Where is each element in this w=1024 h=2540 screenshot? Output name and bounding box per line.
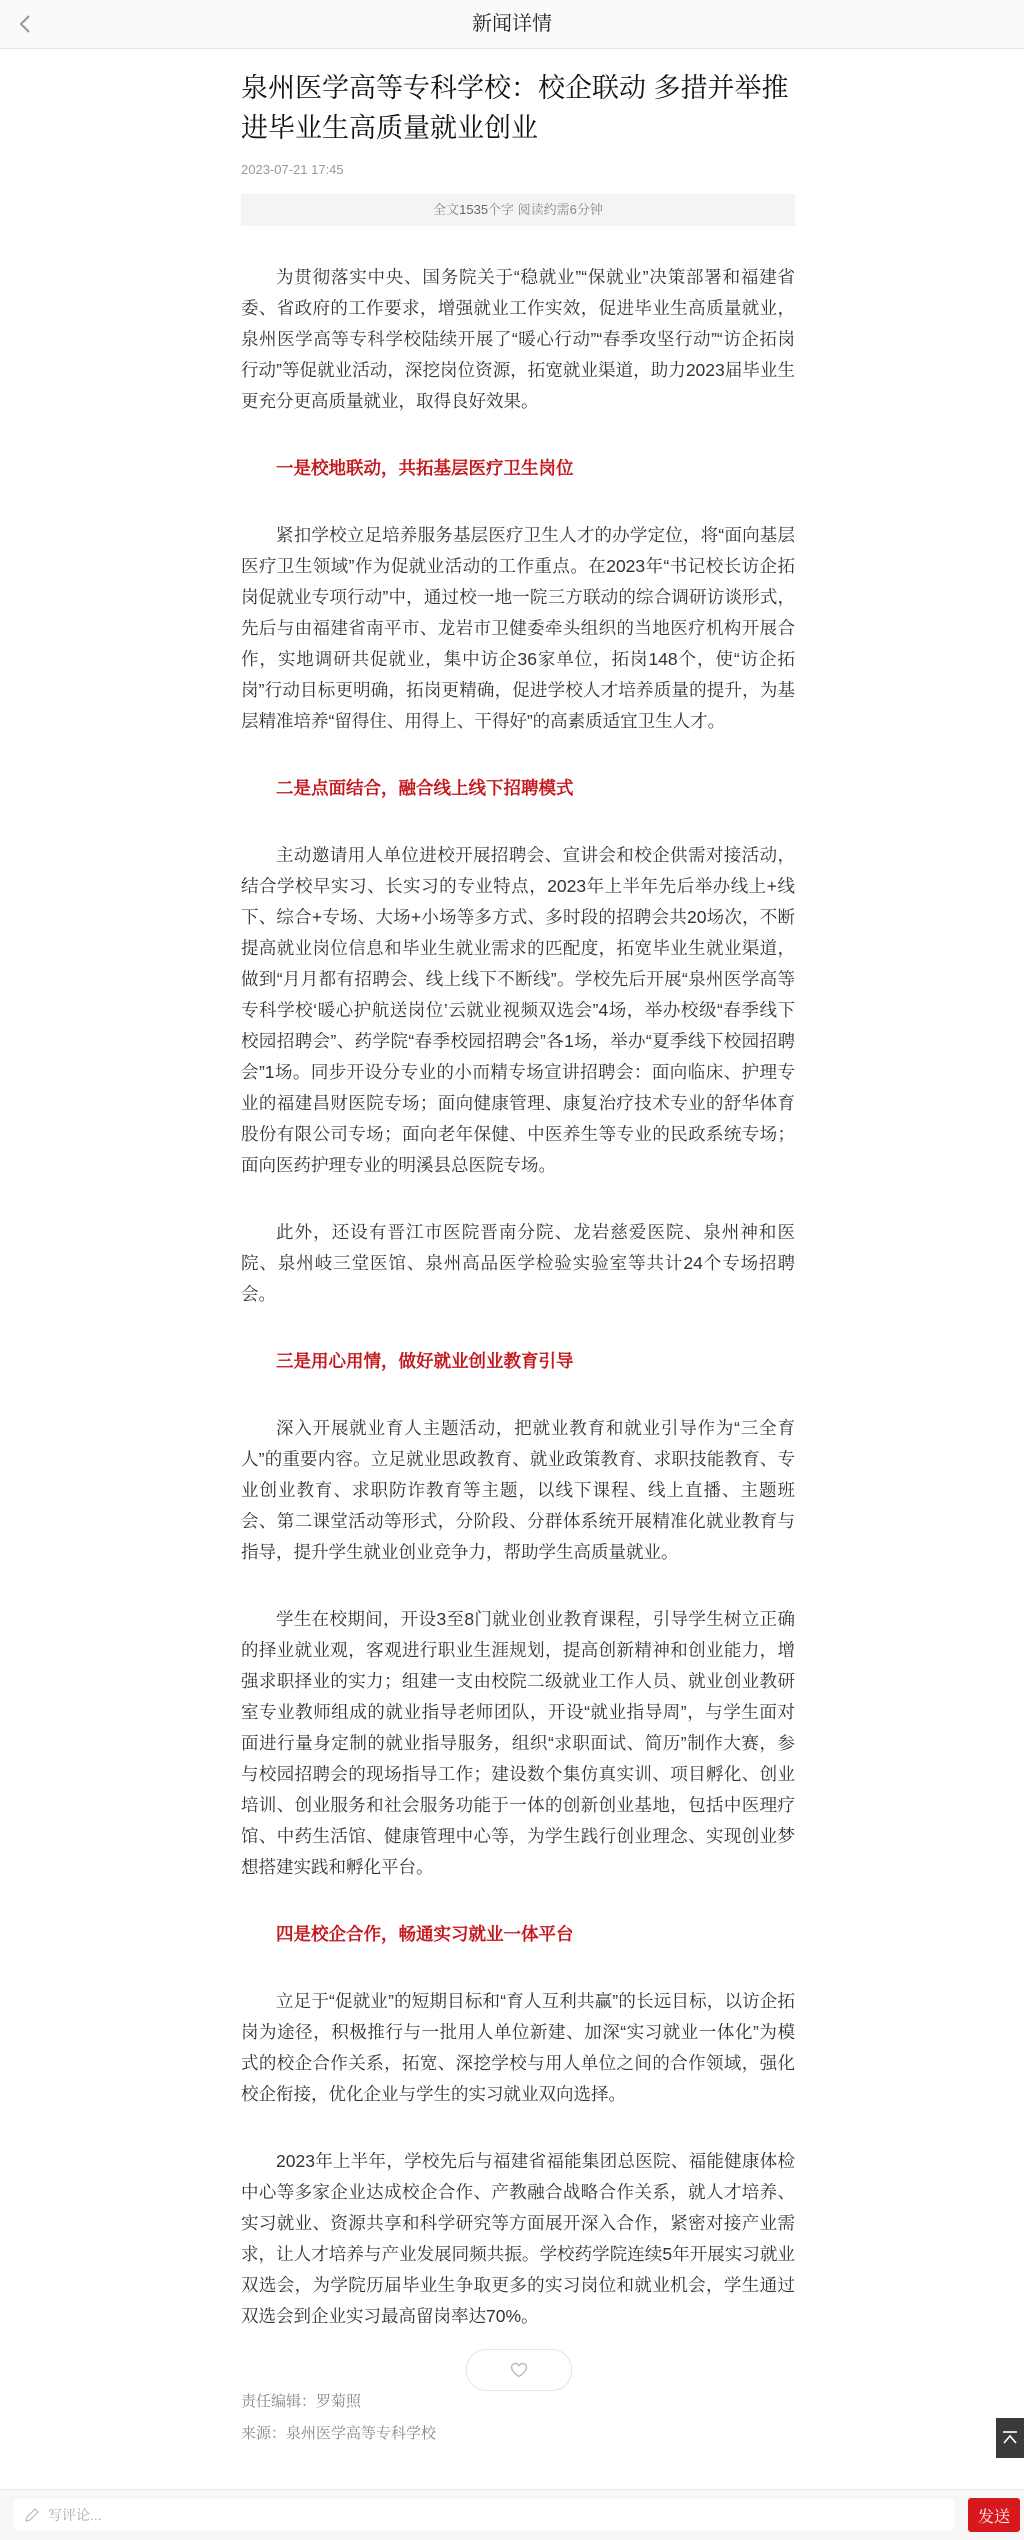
paragraph: 此外，还设有晋江市医院晋南分院、龙岩慈爱医院、泉州神和医院、泉州岐三堂医馆、泉州高品医学检验实验室等共计24个专场招聘会。	[241, 1222, 795, 1304]
comment-input-wrapper[interactable]	[14, 2499, 954, 2531]
chevron-left-icon	[18, 14, 34, 34]
paragraph: 为贯彻落实中央、国务院关于“稳就业”“保就业”决策部署和福建省委、省政府的工作要求，增强就业工作实效，促进毕业生高质量就业，泉州医学高等专科学校陆续开展了“暖心行动”“春季攻坚行动”“访企拓岗行动”等促就业活动，深挖岗位资源，拓宽就业渠道，助力2023届毕业生更充分更高质量就业，取得良好效果。	[241, 267, 795, 411]
paragraph: 学生在校期间，开设3至8门就业创业教育课程，引导学生树立正确的择业就业观，客观进行职业生涯规划，提高创新精神和创业能力，增强求职择业的实力；组建一支由校院二级就业工作人员、就业创业教研室专业教师组成的就业指导老师团队，开设“就业指导周”，与学生面对面进行量身定制的就业指导服务，组织“求职面试、简历”制作大赛，参与校园招聘会的现场指导工作；建设数个集仿真实训、项目孵化、创业培训、创业服务和社会服务功能于一体的创新创业基地，包括中医理疗馆、中药生活馆、健康管理中心等，为学生践行创业理念、实现创业梦想搭建实践和孵化平台。	[241, 1609, 795, 1877]
paragraph: 深入开展就业育人主题活动，把就业教育和就业引导作为“三全育人”的重要内容。立足就业思政教育、就业政策教育、求职技能教育、专业创业教育、求职防诈教育等主题，以线下课程、线上直播、主题班会、第二课堂活动等形式，分阶段、分群体系统开展精准化就业教育与指导，提升学生就业创业竞争力，帮助学生高质量就业。	[241, 1418, 795, 1562]
back-to-top-button[interactable]	[996, 2418, 1024, 2458]
source-line: 来源：泉州医学高等专科学校	[241, 2425, 437, 2442]
word-count-bar	[241, 194, 795, 226]
heart-icon	[510, 2362, 528, 2378]
article-meta	[241, 2386, 795, 2450]
editor-line: 责任编辑：罗菊照	[241, 2393, 362, 2410]
publish-time: 2023-07-21 17:45	[241, 162, 344, 177]
word-count-suffix: 个字 阅读约需6分钟	[488, 202, 603, 217]
paragraph: 主动邀请用人单位进校开展招聘会、宣讲会和校企供需对接活动，结合学校早实习、长实习的专业特点，2023年上半年先后举办线上+线下、综合+专场、大场+小场等多方式、多时段的招聘会共20场次，不断提高就业岗位信息和毕业生就业需求的匹配度，拓宽毕业生就业渠道，做到“月月都有招聘会、线上线下不断线”。学校先后开展“泉州医学高等专科学校‘暖心护航送岗位’云就业视频双选会”4场，举办校级“春季线下校园招聘会”、药学院“春季校园招聘会”各1场，举办“夏季线下校园招聘会”1场。同步开设分专业的小而精专场宣讲招聘会：面向临床、护理专业的福建昌财医院专场；面向健康管理、康复治疗技术专业的舒华体育股份有限公司专场；面向老年保健、中医养生等专业的民政系统专场；面向医药护理专业的明溪县总医院专场。	[241, 845, 795, 1175]
back-button[interactable]	[10, 8, 42, 40]
like-button[interactable]	[466, 2349, 572, 2391]
page-title: 新闻详情	[472, 13, 552, 35]
section-heading: 一是校地联动，共拓基层医疗卫生岗位	[276, 458, 574, 478]
comment-bar	[0, 2489, 1024, 2540]
comment-input[interactable]	[46, 2506, 930, 2524]
word-count-prefix: 全文	[433, 202, 460, 217]
paragraph: 紧扣学校立足培养服务基层医疗卫生人才的办学定位，将“面向基层医疗卫生领域”作为促就业活动的工作重点。在2023年“书记校长访企拓岗促就业专项行动”中，通过校一地一院三方联动的综合调研访谈形式，先后与由福建省南平市、龙岩市卫健委牵头组织的当地医疗机构开展合作，实地调研共促就业，集中访企36家单位，拓岗148个，使“访企拓岗”行动目标更明确，拓岗更精确，促进学校人才培养质量的提升，为基层精准培养“留得住、用得上、干得好”的高素质适宜卫生人才。	[241, 525, 795, 731]
top-nav-bar	[0, 0, 1024, 49]
word-count-number: 1535	[459, 202, 489, 217]
section-heading: 三是用心用情，做好就业创业教育引导	[276, 1351, 574, 1371]
send-button[interactable]: 发送	[968, 2498, 1020, 2532]
article-title: 泉州医学高等专科学校：校企联动 多措并举推进毕业生高质量就业创业	[241, 73, 789, 143]
arrow-up-icon	[1000, 2428, 1020, 2448]
paragraph: 立足于“促就业”的短期目标和“育人互利共赢”的长远目标，以访企拓岗为途径，积极推行与一批用人单位新建、加深“实习就业一体化”为模式的校企合作关系，拓宽、深挖学校与用人单位之间的合作领域，强化校企衔接，优化企业与学生的实习就业双向选择。	[241, 1991, 795, 2104]
section-heading: 四是校企合作，畅通实习就业一体平台	[276, 1924, 574, 1944]
paragraph: 2023年上半年，学校先后与福建省福能集团总医院、福能健康体检中心等多家企业达成校企合作、产教融合战略合作关系，就人才培养、实习就业、资源共享和科学研究等方面展开深入合作，紧密对接产业需求，让人才培养与产业发展同频共振。学校药学院连续5年开展实习就业双选会，为学院历届毕业生争取更多的实习岗位和就业机会，学生通过双选会到企业实习最高留岗率达70%。	[241, 2151, 795, 2326]
article-body	[241, 262, 795, 2332]
pencil-icon	[24, 2507, 40, 2523]
article	[241, 68, 795, 2450]
section-heading: 二是点面结合，融合线上线下招聘模式	[276, 778, 574, 798]
